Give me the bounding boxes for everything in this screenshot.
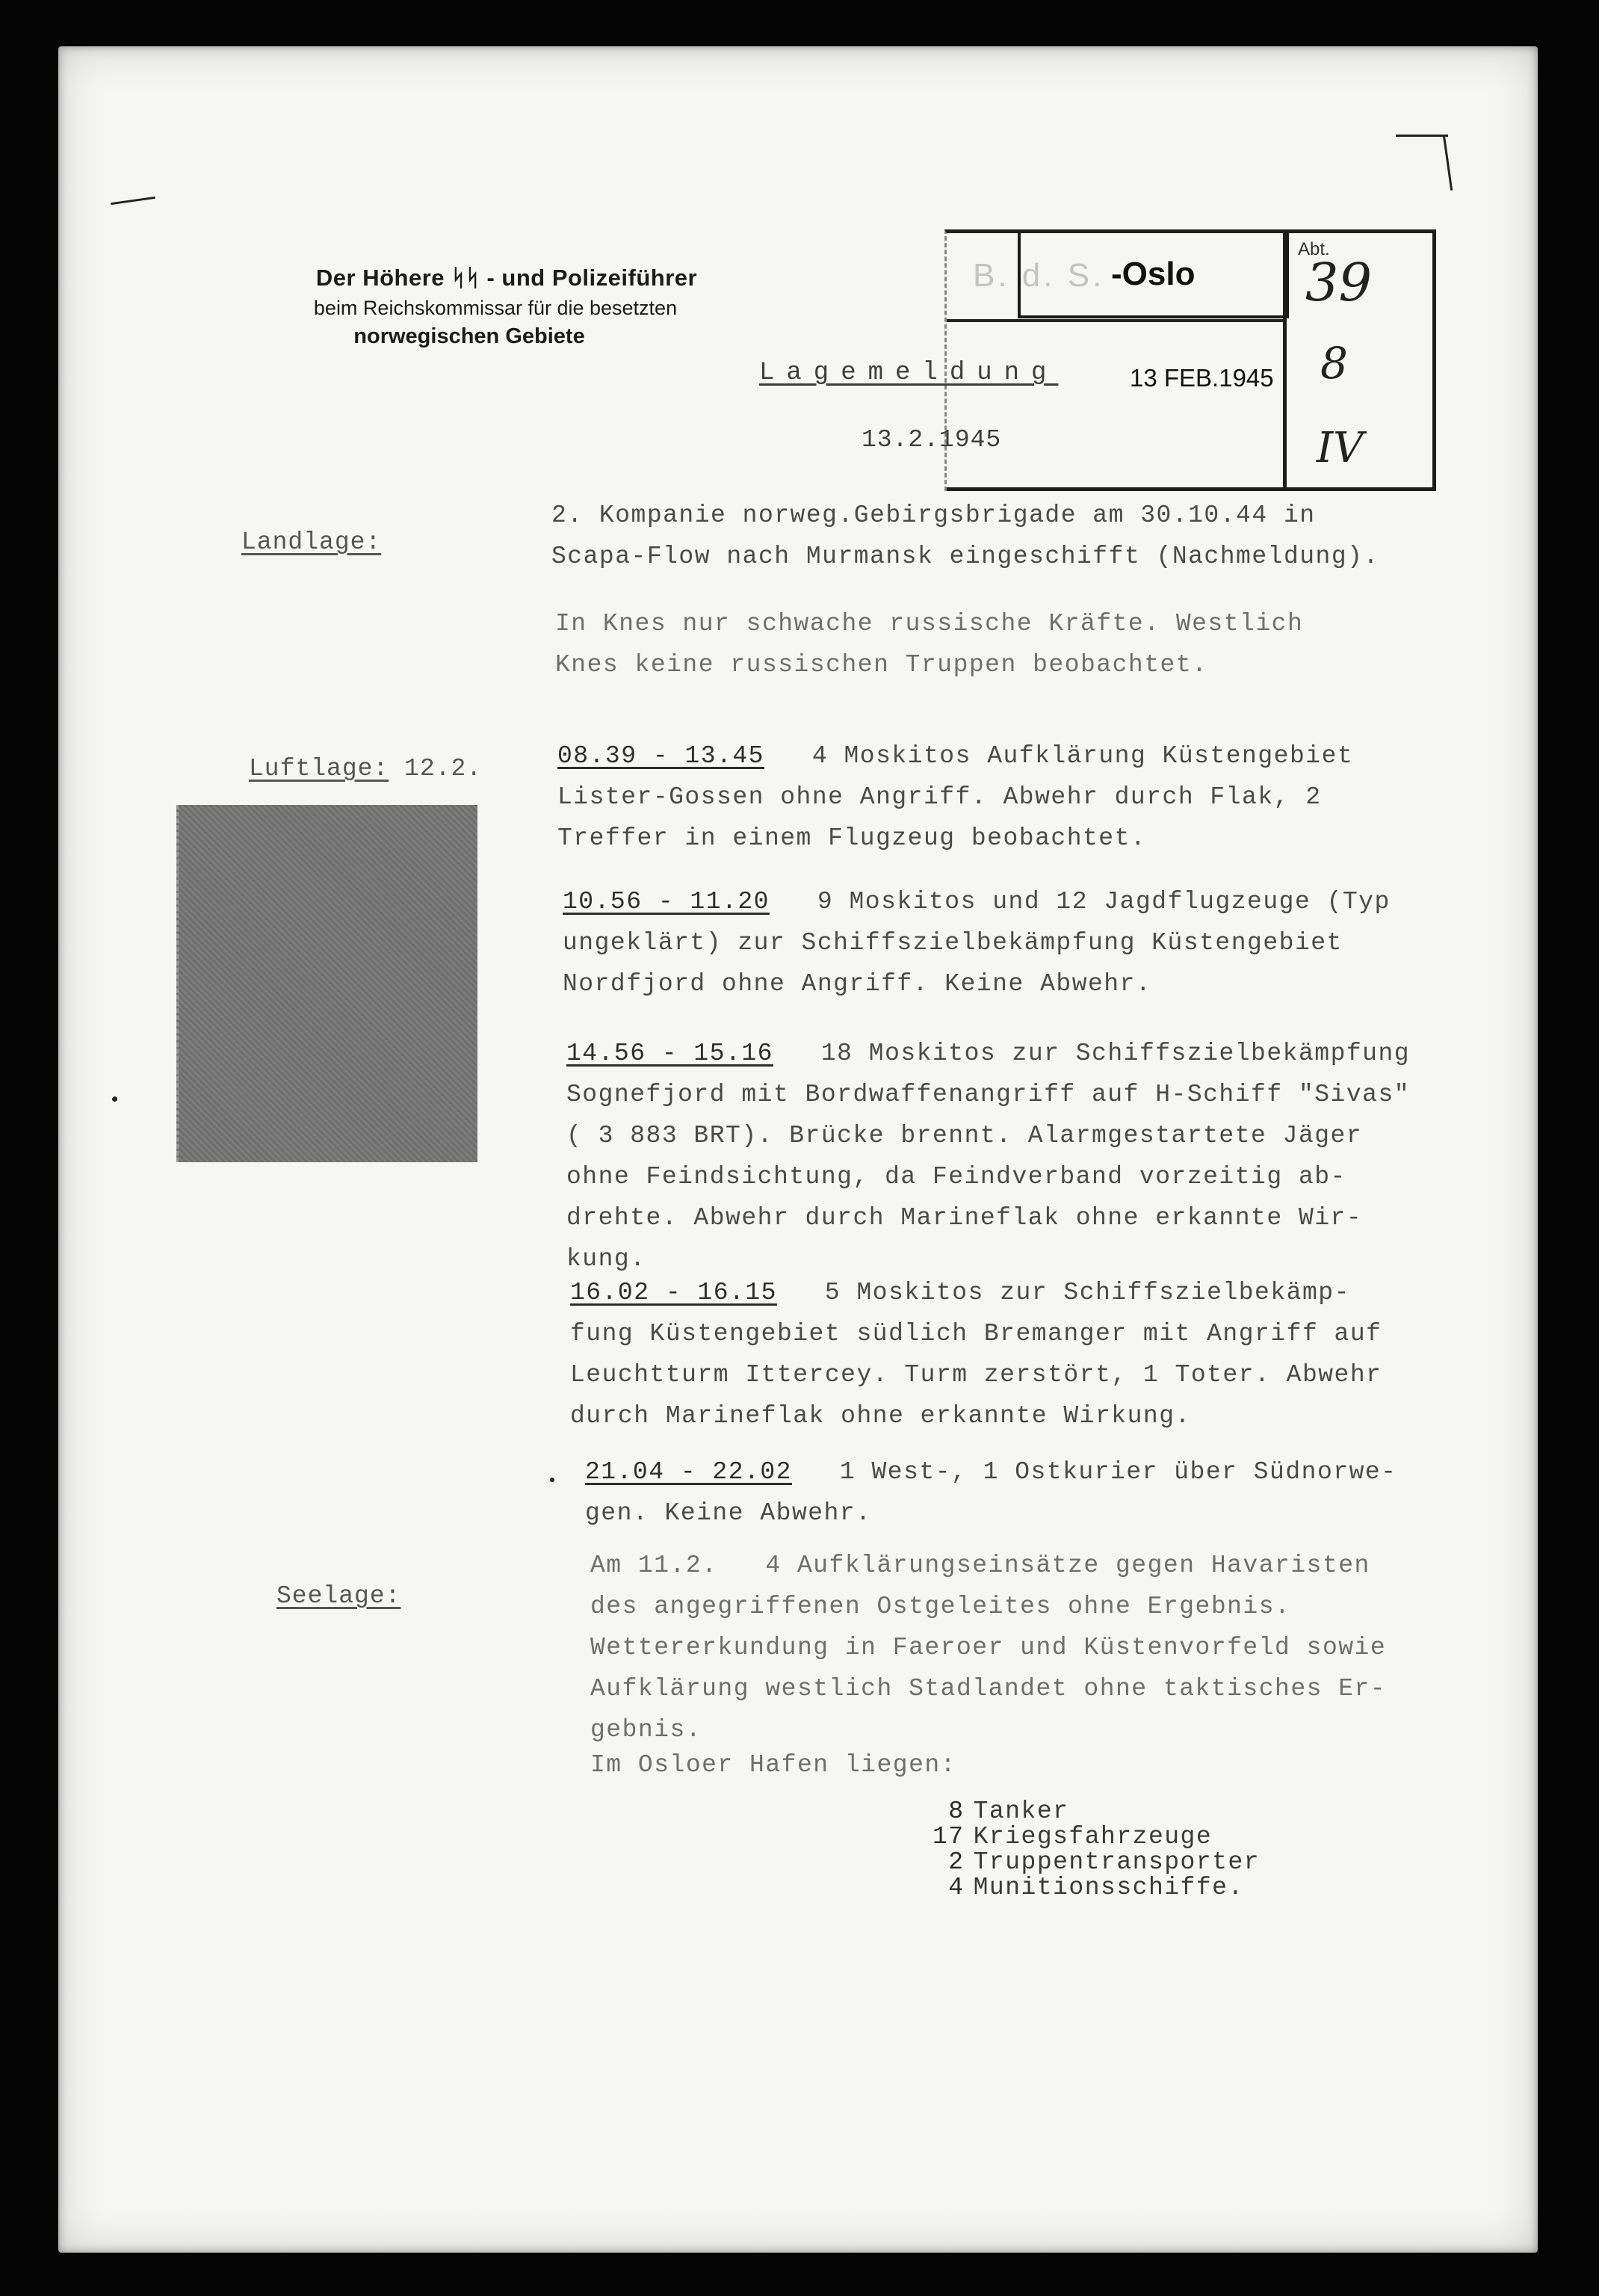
photo-patch: [176, 805, 477, 1162]
luft-entry-4: [570, 1272, 1382, 1436]
text-line: 1 West-, 1 Ostkurier über Südnorwe-: [839, 1458, 1397, 1486]
entry-time: 14.56 - 15.16: [566, 1040, 773, 1067]
punch-dot: [112, 1096, 117, 1102]
text-line: 18 Moskitos zur Schiffszielbekämpfung: [820, 1040, 1411, 1067]
text-line: Scapa-Flow nach Murmansk eingeschifft (Nachmeldung).: [551, 543, 1379, 570]
ship-type: Munitionsschiffe.: [973, 1874, 1244, 1901]
report-date: 13.2.1945: [862, 426, 1002, 454]
text-line: ungeklärt) zur Schiffszielbekämpfung Küstengebiet: [563, 929, 1343, 957]
text-line: 2. Kompanie norweg.Gebirgsbrigade am 30.10.44 in: [551, 502, 1316, 529]
text-line: In Knes nur schwache russische Kräfte. Westlich: [555, 610, 1304, 638]
text-line: fung Küstengebiet südlich Bremanger mit Angriff auf: [570, 1320, 1382, 1348]
text-line: gebnis.: [590, 1716, 702, 1744]
ship-count: 4: [948, 1874, 965, 1901]
corner-mark-top-right-tick: [1443, 135, 1453, 191]
luft-entry-3: [566, 1033, 1410, 1280]
entry-time: 10.56 - 11.20: [563, 888, 770, 916]
luftlage-date: 12.2.: [404, 755, 483, 783]
stamp-abt-label: Abt.: [1298, 239, 1330, 259]
issuer-line-3: norwegischen Gebiete: [353, 324, 585, 348]
seelage-label: Seelage:: [276, 1582, 401, 1610]
text-line: ohne Feindsichtung, da Feindverband vorzeitig ab-: [566, 1163, 1346, 1191]
entry-first-line: [563, 881, 1391, 922]
harbor-intro: Im Osloer Hafen liegen:: [590, 1751, 956, 1779]
issuer-line-2: beim Reichskommissar für die besetzten: [313, 297, 678, 319]
luft-entry-5: [585, 1451, 1397, 1534]
stamp-abt-value: 39: [1305, 252, 1373, 313]
ships-list: [933, 1799, 1269, 1901]
report-title: Lagemeldung: [759, 359, 1059, 387]
text-line: Sognefjord mit Bordwaffenangriff auf H-Schiff "Sivas": [566, 1081, 1411, 1108]
landlage-para-1: [551, 495, 1379, 577]
stamp-office-city: -Oslo: [1111, 256, 1196, 292]
entry-time: 21.04 - 22.02: [585, 1458, 792, 1486]
text-line: Aufklärung westlich Stadlandet ohne taktisches Er-: [590, 1675, 1387, 1703]
text-line: 5 Moskitos zur Schiffszielbekämp-: [824, 1279, 1350, 1306]
entry-time: 16.02 - 16.15: [570, 1279, 777, 1306]
text-line: Am 11.2. 4 Aufklärungseinsätze gegen Havaristen: [590, 1552, 1370, 1579]
text-line: Wettererkundung in Faeroer und Küstenvorfeld sowie: [590, 1634, 1387, 1661]
corner-mark-top-right: [1396, 135, 1448, 137]
stamp-office-faded: B. d. S.: [973, 257, 1105, 294]
text-line: gen. Keine Abwehr.: [585, 1499, 872, 1527]
stamp-handwritten-2: 8: [1320, 338, 1348, 389]
stamp-handwritten-3: IV: [1317, 424, 1364, 472]
text-line: Leuchtturm Ittercey. Turm zerstört, 1 Toter. Abwehr: [570, 1361, 1382, 1389]
entry-time: 08.39 - 13.45: [557, 742, 764, 770]
luftlage-label: Luftlage:: [249, 755, 389, 783]
ship-type: Kriegsfahrzeuge: [973, 1823, 1213, 1851]
stamp-bottom-border: [947, 487, 1432, 491]
luftlage-heading: [249, 755, 482, 783]
ship-count: 8: [948, 1797, 965, 1825]
text-line: ( 3 883 BRT). Brücke brennt. Alarmgestartete Jäger: [566, 1122, 1363, 1149]
luft-entry-2: [563, 881, 1391, 1004]
entry-first-line: [570, 1272, 1382, 1313]
ship-type: Tanker: [973, 1797, 1069, 1825]
entry-first-line: [557, 735, 1353, 777]
entry-first-line: [566, 1033, 1410, 1074]
ship-type: Truppentransporter: [973, 1848, 1261, 1876]
punch-dot: [550, 1478, 554, 1482]
corner-mark-top-left: [111, 197, 155, 205]
text-line: durch Marineflak ohne erkannte Wirkung.: [570, 1402, 1191, 1430]
text-line: 4 Moskitos Aufklärung Küstengebiet: [811, 742, 1354, 770]
list-item: [933, 1850, 1269, 1875]
text-line: Nordfjord ohne Angriff. Keine Abwehr.: [563, 970, 1152, 998]
list-item: [933, 1799, 1269, 1824]
stamp-date: 13 FEB.1945: [1130, 364, 1274, 392]
ship-count: 2: [948, 1848, 965, 1876]
seelage-para: [590, 1545, 1386, 1786]
landlage-label: Landlage:: [241, 528, 382, 556]
issuer-line-1: Der Höhere ᛋᛋ - und Polizeiführer: [315, 265, 698, 291]
luft-entry-1: [557, 735, 1353, 859]
text-line: Treffer in einem Flugzeug beobachtet.: [557, 824, 1147, 852]
entry-first-line: [585, 1451, 1397, 1493]
ship-count: 17: [933, 1823, 965, 1851]
list-item: [933, 1824, 1269, 1850]
text-line: kung.: [566, 1245, 646, 1273]
text-line: 9 Moskitos und 12 Jagdflugzeuge (Typ: [817, 888, 1391, 916]
list-item: [933, 1875, 1269, 1901]
stamp-column-divider: [1283, 233, 1287, 491]
text-line: Knes keine russischen Truppen beobachtet.: [555, 651, 1208, 679]
document-page: [58, 46, 1538, 2253]
text-line: Lister-Gossen ohne Angriff. Abwehr durch Flak, 2: [557, 783, 1322, 811]
text-line: des angegriffenen Ostgeleites ohne Ergebnis.: [590, 1593, 1291, 1620]
text-line: drehte. Abwehr durch Marineflak ohne erkannte Wir-: [566, 1204, 1363, 1232]
landlage-para-2: [555, 603, 1303, 685]
